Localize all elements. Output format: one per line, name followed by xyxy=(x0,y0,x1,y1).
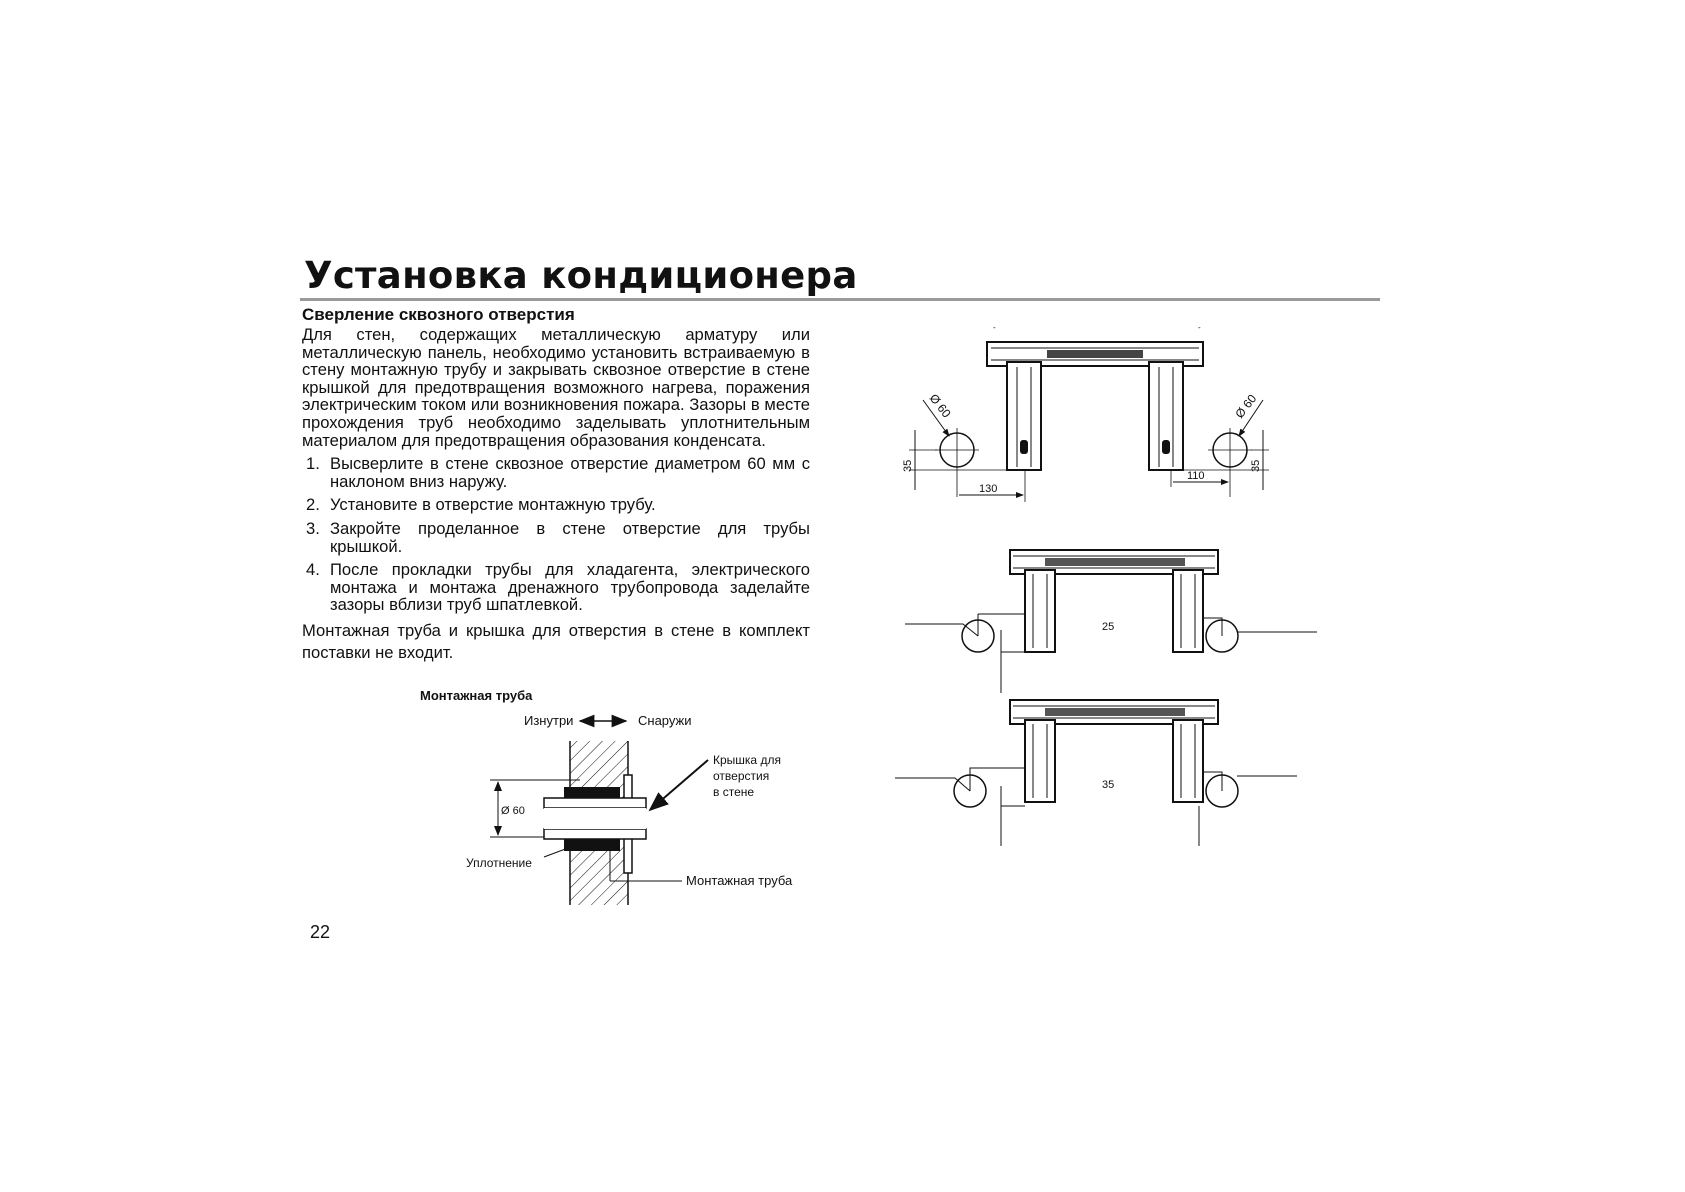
diameter-label: Ø 60 xyxy=(501,805,525,817)
list-item xyxy=(302,455,810,490)
left-offset-label: 35 xyxy=(902,459,914,472)
seal-block xyxy=(564,839,620,851)
list-item xyxy=(302,561,810,614)
steps-list xyxy=(302,455,810,614)
page-title: Установка кондиционера xyxy=(304,254,858,297)
cover-label: в стене xyxy=(713,785,755,799)
left-diameter-label: Ø 60 xyxy=(926,391,954,421)
right-diameter-label: Ø 60 xyxy=(1232,391,1260,421)
inside-label: Изнутри xyxy=(524,713,574,728)
step-number: 4. xyxy=(306,560,320,580)
mounting-plate-dimensions-diagram xyxy=(895,322,1285,507)
outside-label: Снаружи xyxy=(638,713,692,728)
list-item xyxy=(302,496,810,514)
cover-label: Крышка для xyxy=(713,753,781,767)
step-number: 1. xyxy=(306,454,320,474)
svg-text:-: - xyxy=(993,323,996,332)
step-text: Установите в отверстие монтажную трубу. xyxy=(330,495,656,515)
seal-block xyxy=(564,787,620,798)
list-item xyxy=(302,520,810,555)
cover-label: отверстия xyxy=(713,769,770,783)
right-offset-label: 35 xyxy=(1250,459,1262,472)
distance-label: 35 xyxy=(1102,779,1115,791)
text-column xyxy=(302,326,810,664)
intro-paragraph: Для стен, содержащих металлическую арматуру или металлическую панель, необходимо установить встраиваемую в стену монтажную трубу и закрывать сквозное отверстие в стене крышкой для предотвращения возможного нагрева, поражения электрическим током или возникновения пожара. Зазоры в месте прохождения труб необходимо заделывать уплотнительным материалом для предотвращения образования конденсата. xyxy=(302,325,810,450)
right-distance-label: 110 xyxy=(1187,470,1205,482)
distance-label: 25 xyxy=(1102,621,1115,633)
note-paragraph: Монтажная труба и крышка для отверстия в стене в комплект поставки не входит. xyxy=(302,620,810,662)
page-number: 22 xyxy=(310,922,331,942)
mounting-plate-diagram-middle xyxy=(905,548,1325,698)
svg-text:-: - xyxy=(1198,323,1201,332)
step-text: После прокладки трубы для хладагента, электрического монтажа и монтажа дренажного трубопровода заделайте зазоры вблизи труб шпатлевкой. xyxy=(330,560,810,615)
step-text: Закройте проделанное в стене отверстие для трубы крышкой. xyxy=(330,518,810,556)
section-heading: Сверление сквозного отверстия xyxy=(302,305,575,324)
step-text: Высверлите в стене сквозное отверстие диаметром 60 мм с наклоном вниз наружу. xyxy=(330,454,810,491)
step-number: 3. xyxy=(306,518,320,538)
pipe-cross-section-diagram xyxy=(460,705,830,905)
seal-label: Уплотнение xyxy=(466,856,532,870)
mounting-pipe-label: Монтажная труба xyxy=(686,873,793,888)
mounting-plate-diagram-bottom xyxy=(895,698,1315,850)
pipe-figure-title: Монтажная труба xyxy=(420,688,533,703)
step-number: 2. xyxy=(306,495,320,515)
title-divider xyxy=(300,298,1380,301)
left-distance-label: 130 xyxy=(979,483,998,495)
